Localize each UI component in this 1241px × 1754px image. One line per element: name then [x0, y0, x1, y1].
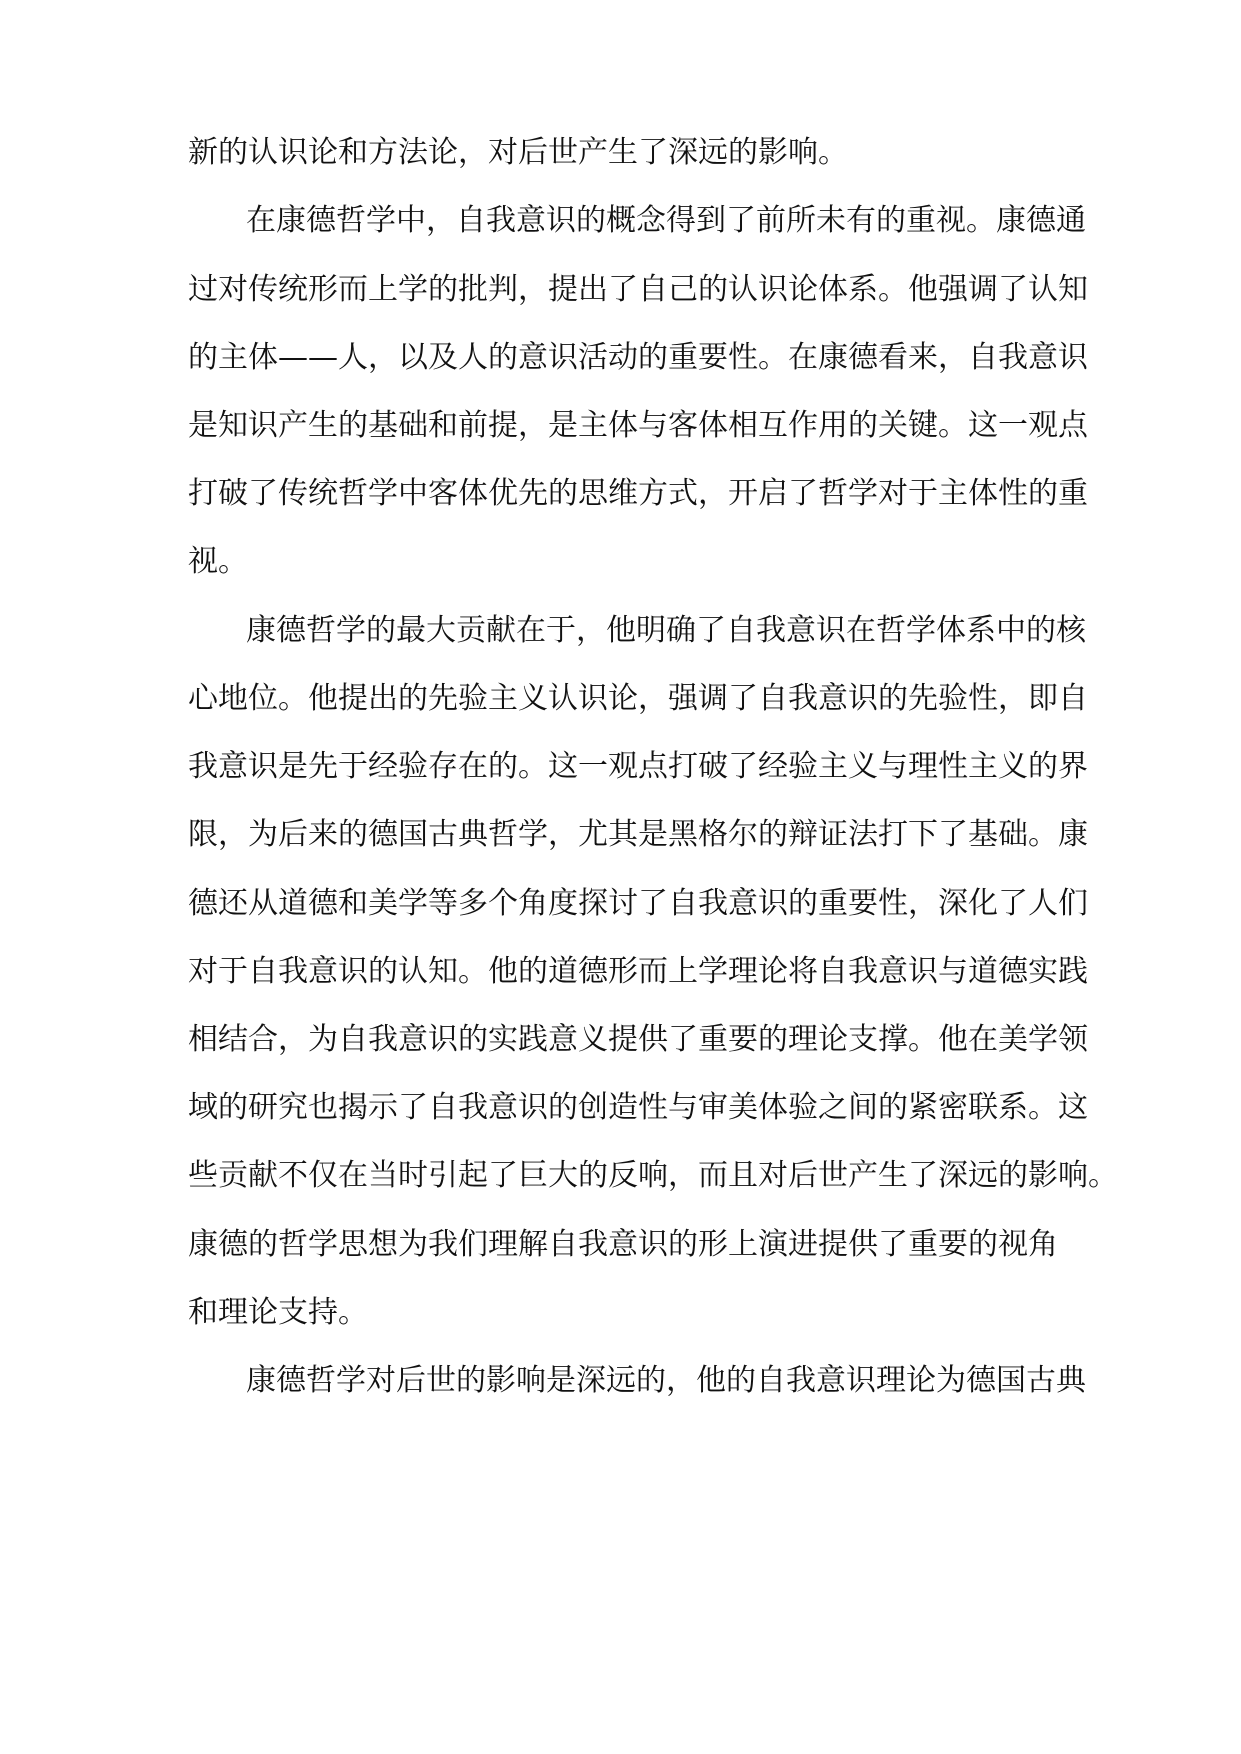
text-line: 相结合，为自我意识的实践意义提供了重要的理论支撑。他在美学领 — [188, 1022, 1088, 1057]
text-line: 康德哲学的最大贡献在于，他明确了自我意识在哲学体系中的核 — [246, 613, 1086, 648]
text-line: 康德的哲学思想为我们理解自我意识的形上演进提供了重要的视角 — [188, 1227, 1058, 1262]
text-line: 打破了传统哲学中客体优先的思维方式，开启了哲学对于主体性的重 — [188, 476, 1088, 511]
text-line: 康德哲学对后世的影响是深远的，他的自我意识理论为德国古典 — [246, 1363, 1086, 1398]
text-line: 的主体——人，以及人的意识活动的重要性。在康德看来，自我意识 — [188, 340, 1088, 375]
text-line: 新的认识论和方法论，对后世产生了深远的影响。 — [188, 135, 848, 170]
text-line: 些贡献不仅在当时引起了巨大的反响，而且对后世产生了深远的影响。 — [188, 1158, 1118, 1193]
text-line: 德还从道德和美学等多个角度探讨了自我意识的重要性，深化了人们 — [188, 886, 1088, 921]
text-line: 域的研究也揭示了自我意识的创造性与审美体验之间的紧密联系。这 — [188, 1090, 1088, 1125]
text-line: 限，为后来的德国古典哲学，尤其是黑格尔的辩证法打下了基础。康 — [188, 817, 1088, 852]
text-line: 视。 — [188, 544, 248, 579]
text-line: 和理论支持。 — [188, 1295, 368, 1330]
text-line: 在康德哲学中，自我意识的概念得到了前所未有的重视。康德通 — [246, 203, 1086, 238]
text-line: 我意识是先于经验存在的。这一观点打破了经验主义与理性主义的界 — [188, 749, 1088, 784]
text-line: 是知识产生的基础和前提，是主体与客体相互作用的关键。这一观点 — [188, 408, 1088, 443]
text-line: 过对传统形而上学的批判，提出了自己的认识论体系。他强调了认知 — [188, 272, 1088, 307]
text-line: 对于自我意识的认知。他的道德形而上学理论将自我意识与道德实践 — [188, 954, 1088, 989]
text-line: 心地位。他提出的先验主义认识论，强调了自我意识的先验性，即自 — [188, 681, 1088, 716]
